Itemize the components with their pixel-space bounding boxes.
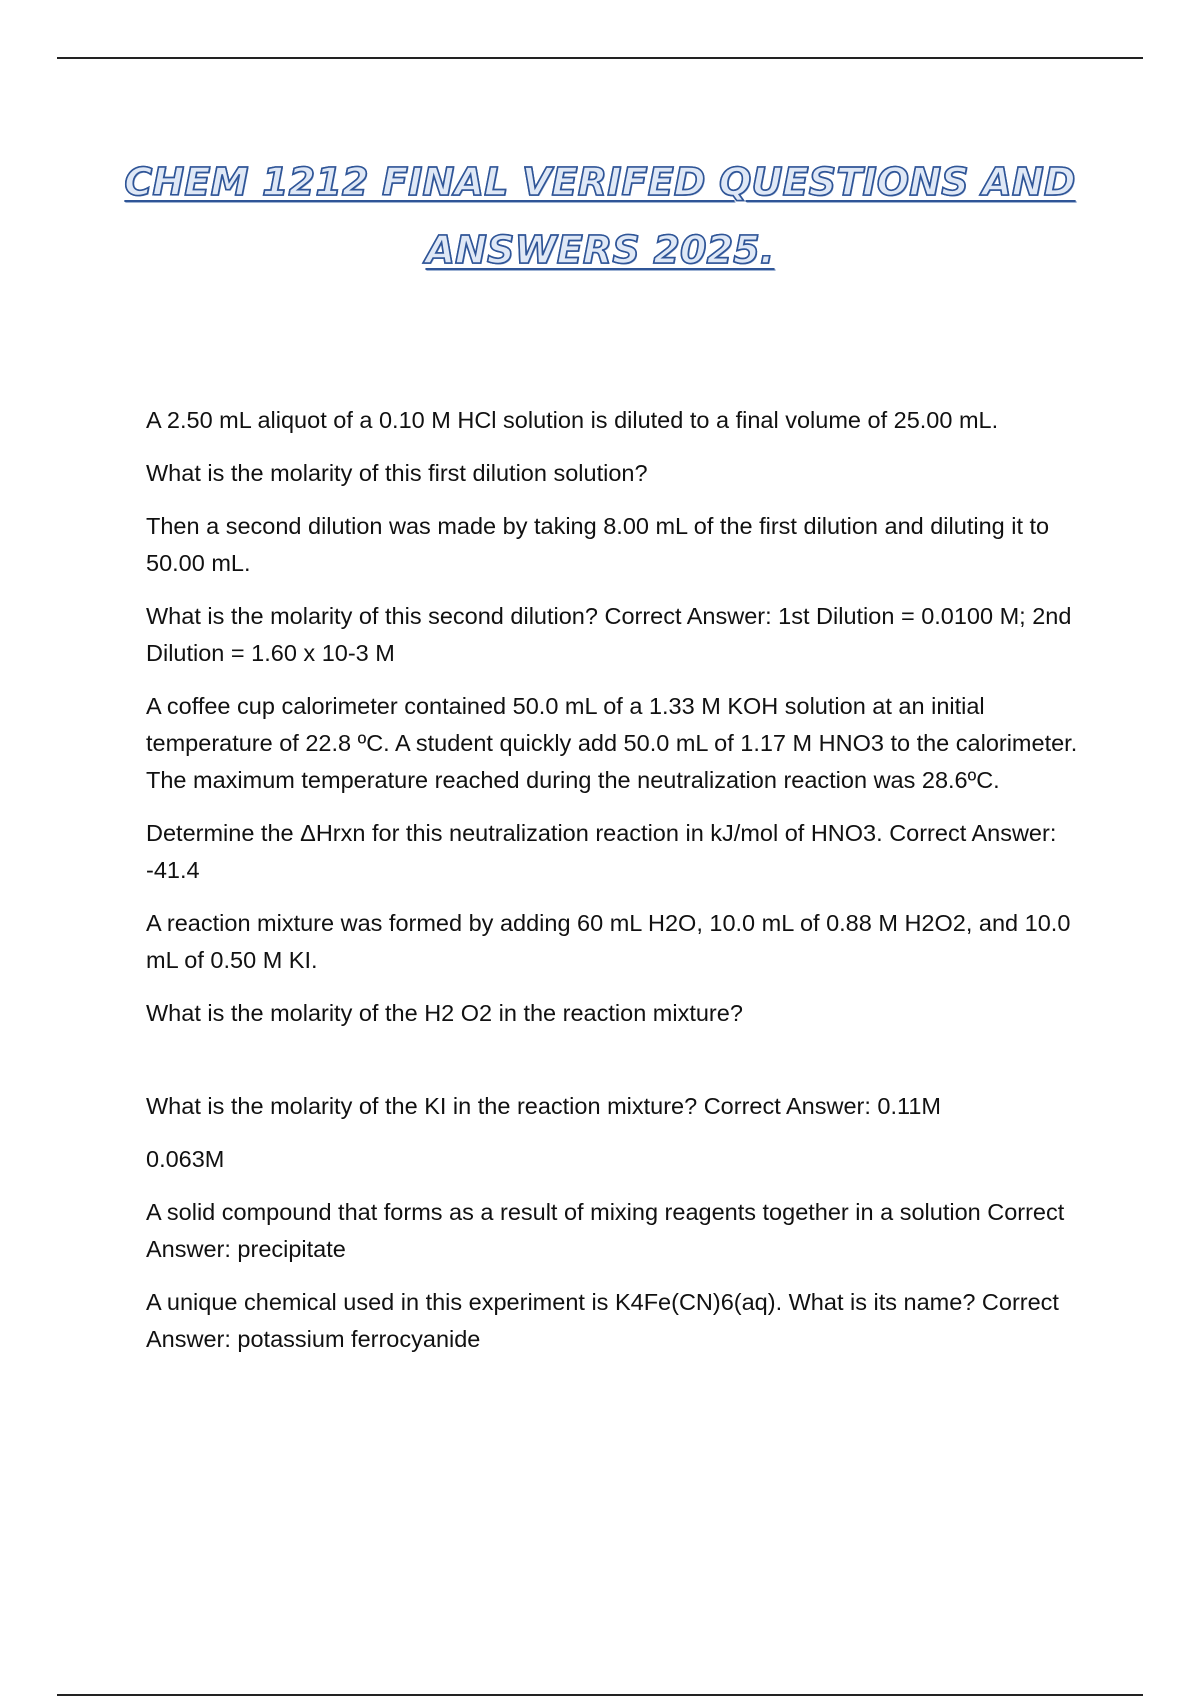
paragraph: A solid compound that forms as a result of mixing reagents together in a solution Correct Answer: precipitate [146, 1199, 1065, 1262]
paragraph: A unique chemical used in this experiment is K4Fe(CN)6(aq). What is its name? Correct Answer: potassium ferrocyanide [146, 1289, 1059, 1352]
paragraph: What is the molarity of the KI in the reaction mixture? Correct Answer: 0.11M [146, 1093, 941, 1119]
title-line-1: CHEM 1212 FINAL VERIFED QUESTIONS AND [124, 160, 1076, 204]
footer-rule [57, 1694, 1143, 1696]
paragraph: Determine the ΔHrxn for this neutralization reaction in kJ/mol of HNO3. Correct Answer: -41.4 [146, 820, 1057, 883]
paragraph: What is the molarity of the H2 O2 in the reaction mixture? [146, 1000, 743, 1026]
document-title [0, 148, 1200, 284]
document-body [146, 402, 1096, 1374]
title-line-2: ANSWERS 2025. [425, 228, 775, 272]
paragraph: A reaction mixture was formed by adding 60 mL H2O, 10.0 mL of 0.88 M H2O2, and 10.0 mL of 0.50 M KI. [146, 910, 1071, 973]
paragraph: A coffee cup calorimeter contained 50.0 mL of a 1.33 M KOH solution at an initial temperature of 22.8 ºC. A student quickly add 50.0 mL of 1.17 M HNO3 to the calorimeter. The maximum temperature reached during the neutralization reaction was 28.6ºC. [146, 693, 1078, 793]
paragraph: 0.063M [146, 1146, 225, 1172]
header-rule [57, 57, 1143, 59]
paragraph: What is the molarity of this second dilution? Correct Answer: 1st Dilution = 0.0100 M; 2nd Dilution = 1.60 x 10-3 M [146, 603, 1072, 666]
paragraph: A 2.50 mL aliquot of a 0.10 M HCl solution is diluted to a final volume of 25.00 mL. [146, 407, 999, 433]
paragraph: Then a second dilution was made by taking 8.00 mL of the first dilution and diluting it to 50.00 mL. [146, 513, 1050, 576]
paragraph: What is the molarity of this first dilution solution? [146, 460, 648, 486]
